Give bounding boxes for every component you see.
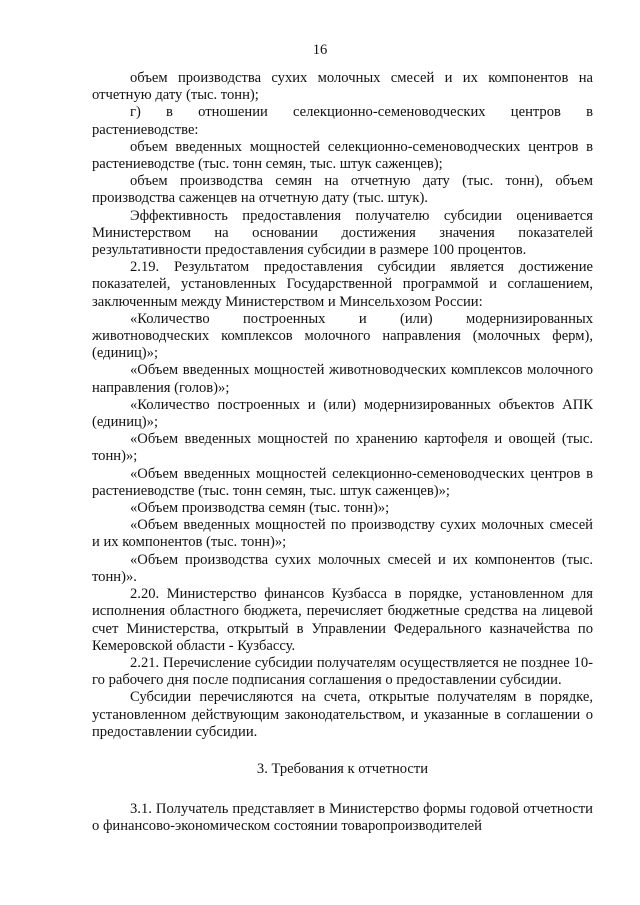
paragraph: «Количество построенных и (или) модернизированных объектов АПК (единиц)»; [92,396,593,431]
paragraph: г) в отношении селекционно-семеноводческих центров в растениеводстве: [92,104,593,138]
paragraph: «Объем введенных мощностей по хранению картофеля и овощей (тыс. тонн)»; [92,431,593,465]
paragraph: 2.20. Министерство финансов Кузбасса в порядке, установленном для исполнения областного бюджета, перечисляет бюджетные средства на лицевой счет Министерства, открытый в Управлении Федерального казначейства по Кемеровской области - Кузбассу. [92,586,593,654]
page-number: 16 [312,42,328,58]
paragraph: «Количество построенных и (или) модернизированных животноводческих комплексов молочного направления (молочных ферм), (единиц)»; [92,310,593,362]
document-body [92,70,593,836]
paragraph: «Объем производства семян (тыс. тонн)»; [130,500,390,517]
paragraph: объем введенных мощностей селекционно-семеноводческих центров в растениеводстве (тыс. тонн семян, тыс. штук саженцев); [92,138,593,173]
paragraph: «Объем введенных мощностей по производству сухих молочных смесей и их компонентов (тыс. тонн)»; [92,517,593,551]
paragraph: «Объем введенных мощностей животноводческих комплексов молочного направления (голов)»; [92,362,593,396]
paragraph: 2.21. Перечисление субсидии получателям осуществляется не позднее 10-го рабочего дня после подписания соглашения о предоставлении субсидии. [92,654,593,689]
paragraph: «Объем введенных мощностей селекционно-семеноводческих центров в растениеводстве (тыс. тонн семян, тыс. штук саженцев)»; [92,465,593,499]
paragraph: 2.19. Результатом предоставления субсидии является достижение показателей, установленных Государственной программой и соглашением, заключенным между Министерством и Минсельхозом России: [92,259,593,310]
section-heading: 3. Требования к отчетности [256,760,429,777]
paragraph: Субсидии перечисляются на счета, открытые получателям в порядке, установленном действующим законодательством, и указанные в соглашении о предоставлении субсидии. [92,689,593,740]
paragraph: объем производства семян на отчетную дату (тыс. тонн), объем производства саженцев на отчетную дату (тыс. штук). [92,173,593,207]
paragraph: «Объем производства сухих молочных смесей и их компонентов (тыс. тонн)». [92,551,593,585]
paragraph: объем производства сухих молочных смесей и их компонентов на отчетную дату (тыс. тонн); [92,70,593,104]
paragraph: Эффективность предоставления получателю субсидии оценивается Министерством на основании достижения значения показателей результативности предоставления субсидии в размере 100 процентов. [92,207,593,259]
paragraph: 3.1. Получатель представляет в Министерство формы годовой отчетности о финансово-экономическом состоянии товаропроизводителей [92,801,593,835]
